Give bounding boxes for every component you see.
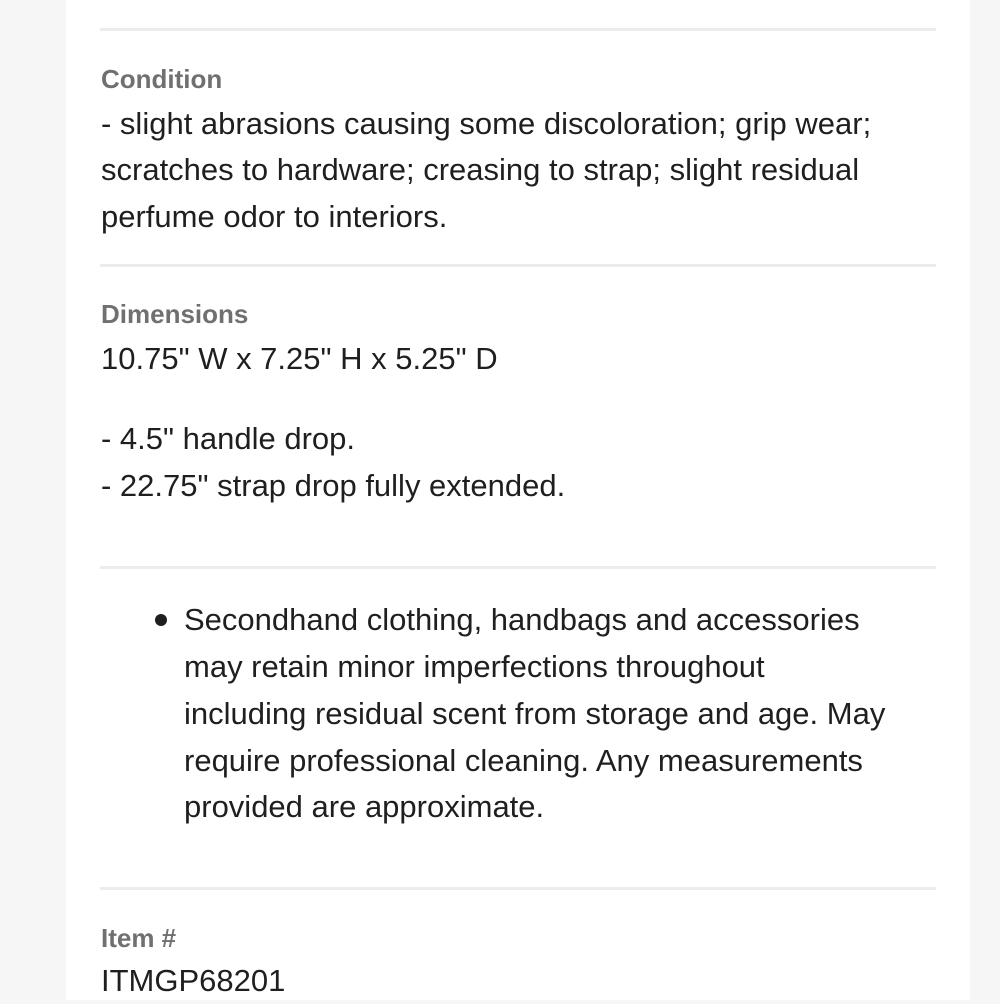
condition-text-line-3: perfume odor to interiors. — [101, 199, 448, 234]
condition-label: Condition — [101, 64, 223, 94]
divider — [100, 566, 936, 569]
disclaimer-line-2: may retain minor imperfections throughout — [184, 649, 765, 684]
condition-text-line-1: - slight abrasions causing some discoloration; grip wear; — [101, 106, 872, 141]
disclaimer-line-3: including residual scent from storage and age. May — [184, 696, 886, 731]
item-number-label: Item # — [101, 923, 177, 953]
handle-drop: - 4.5" handle drop. — [101, 421, 356, 456]
divider — [100, 28, 936, 31]
item-number: ITMGP68201 — [101, 963, 286, 998]
divider — [100, 887, 936, 890]
disclaimer-line-5: provided are approximate. — [184, 789, 545, 824]
disclaimer-line-4: require professional cleaning. Any measurements — [184, 743, 863, 778]
disclaimer-line-1: Secondhand clothing, handbags and accessories — [184, 602, 860, 637]
dimensions-label: Dimensions — [101, 299, 249, 329]
strap-drop: - 22.75" strap drop fully extended. — [101, 468, 566, 503]
dimensions-size: 10.75" W x 7.25" H x 5.25" D — [101, 341, 498, 376]
condition-text-line-2: scratches to hardware; creasing to strap; slight residual — [101, 152, 860, 187]
bullet-icon — [155, 614, 167, 626]
divider — [100, 264, 936, 267]
